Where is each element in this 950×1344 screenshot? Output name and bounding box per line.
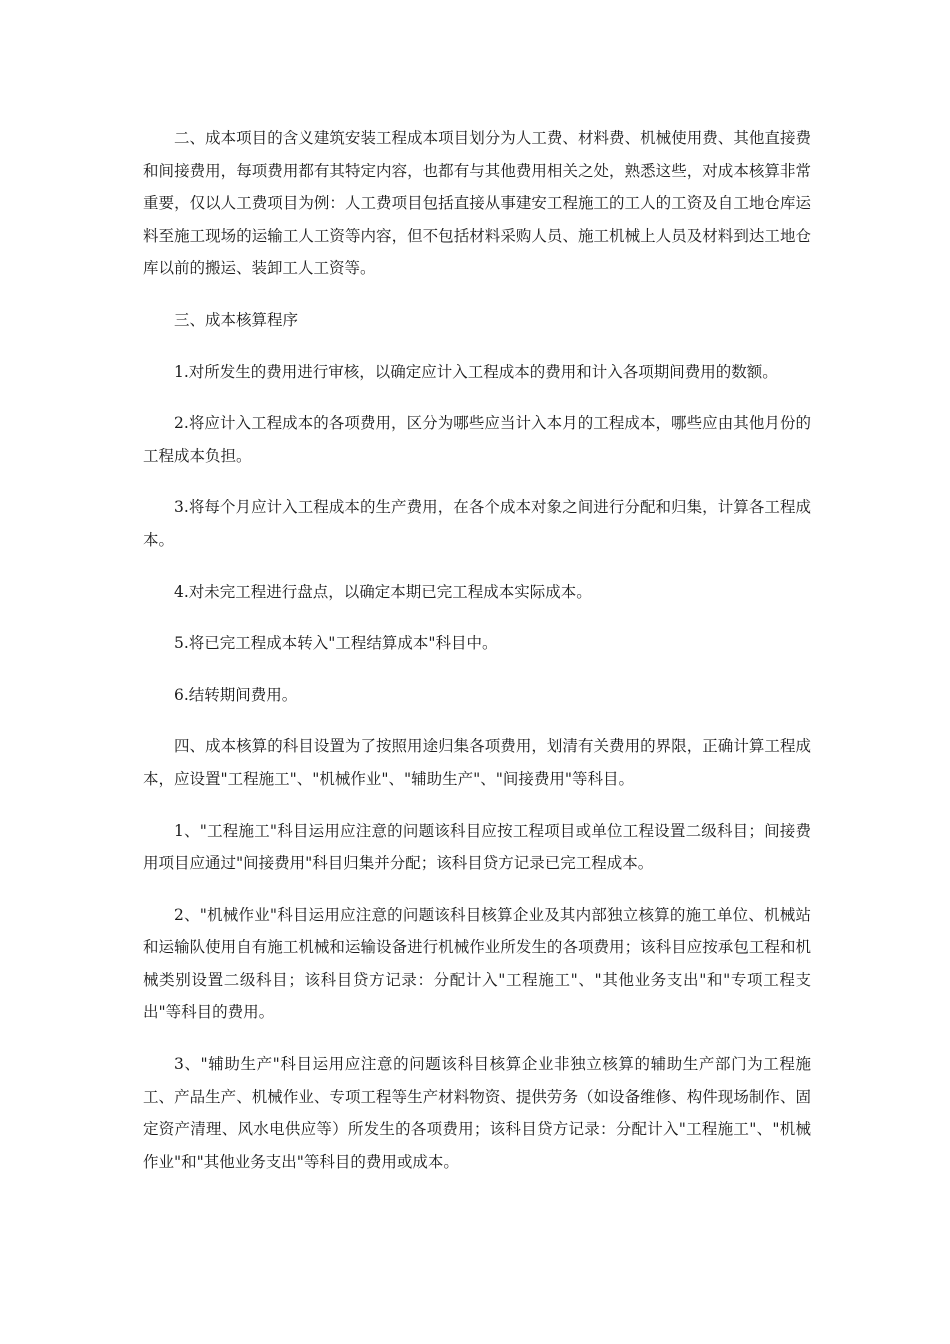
paragraph-cost-items-definition: 二、成本项目的含义建筑安装工程成本项目划分为人工费、材料费、机械使用费、其他直接费和间接费用，每项费用都有其特定内容，也都有与其他费用相关之处，熟悉这些，对成本核算非常重要，仅以人工费项目为例：人工费项目包括直接从事建安工程施工的工人的工资及自工地仓库运料至施工现场的运输工人工资等内容，但不包括材料采购人员、施工机械上人员及材料到达工地仓库以前的搬运、装卸工人工资等。 — [143, 129, 811, 278]
account-note-machinery: 2、"机械作业"科目运用应注意的问题该科目核算企业及其内部独立核算的施工单位、机械站和运输队使用自有施工机械和运输设备进行机械作业所发生的各项费用；该科目应按承包工程和机械类别设置二级科目；该科目贷方记录：分配计入"工程施工"、"其他业务支出"和"专项工程支出"等科目的费用。 — [143, 905, 811, 1022]
account-note-auxiliary: 3、"辅助生产"科目运用应注意的问题该科目核算企业非独立核算的辅助生产部门为工程施工、产品生产、机械作业、专项工程等生产材料物资、提供劳务（如设备维修、构件现场制作、固定资产清理、风水电供应等）所发生的各项费用；该科目贷方记录：分配计入"工程施工"、"机械作业"和"其他业务支出"等科目的费用或成本。 — [143, 1055, 811, 1171]
account-note-construction: 1、"工程施工"科目运用应注意的问题该科目应按工程项目或单位工程设置二级科目；间接费用项目应通过"间接费用"科目归集并分配；该科目贷方记录已完工程成本。 — [143, 821, 811, 873]
procedure-step-1: 1.对所发生的费用进行审核，以确定应计入工程成本的费用和计入各项期间费用的数额。 — [174, 362, 778, 381]
heading-cost-accounting-procedure: 三、成本核算程序 — [174, 310, 299, 329]
procedure-step-5: 5.将已完工程成本转入"工程结算成本"科目中。 — [174, 634, 498, 653]
procedure-step-4: 4.对未完工程进行盘点，以确定本期已完工程成本实际成本。 — [174, 582, 592, 601]
document-body — [143, 122, 811, 1197]
paragraph-account-setup: 四、成本核算的科目设置为了按照用途归集各项费用，划清有关费用的界限，正确计算工程成本，应设置"工程施工"、"机械作业"、"辅助生产"、"间接费用"等科目。 — [143, 737, 811, 788]
procedure-step-2: 2.将应计入工程成本的各项费用，区分为哪些应当计入本月的工程成本，哪些应由其他月份的工程成本负担。 — [143, 414, 811, 465]
procedure-step-6: 6.结转期间费用。 — [174, 685, 298, 704]
procedure-step-3: 3.将每个月应计入工程成本的生产费用，在各个成本对象之间进行分配和归集，计算各工程成本。 — [143, 498, 811, 549]
